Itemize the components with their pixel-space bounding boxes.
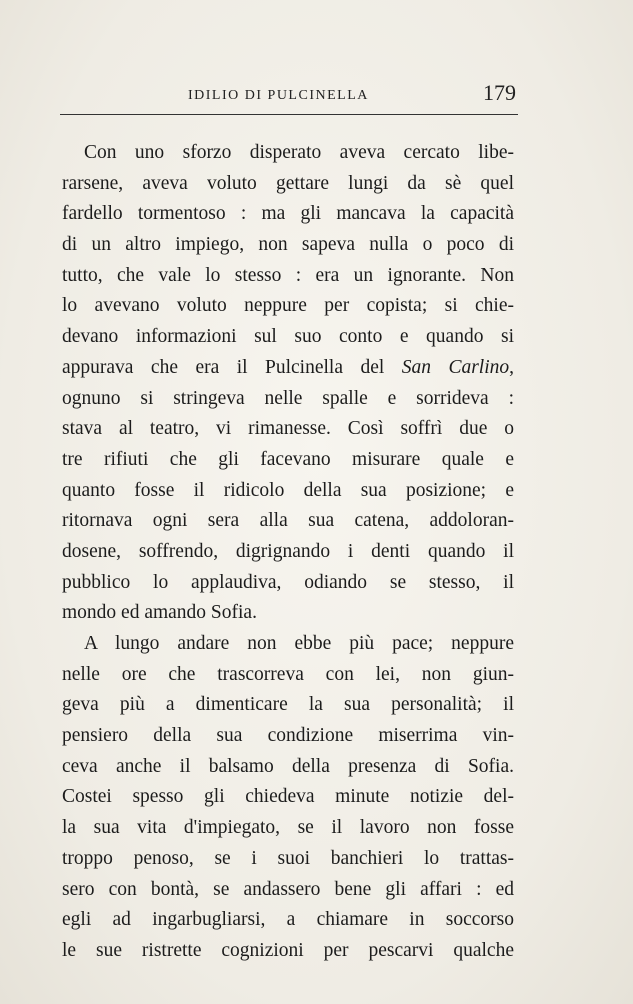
text-line: egli ad ingarbugliarsi, a chiamare in soccorso bbox=[62, 909, 514, 931]
text-line: Con uno sforzo disperato aveva cercato libe- bbox=[84, 142, 514, 163]
text-line-trail: , bbox=[509, 356, 514, 378]
page-number: 179 bbox=[483, 80, 516, 105]
text-line: Costei spesso gli chiedeva minute notizie del- bbox=[62, 786, 514, 808]
text-line: A lungo andare non ebbe più pace; neppure bbox=[84, 633, 514, 654]
text-line: ceva anche il balsamo della presenza di Sofia. bbox=[62, 755, 514, 777]
text-line: sero con bontà, se andassero bene gli affari : ed bbox=[62, 878, 514, 900]
text-line: la sua vita d'impiegato, se il lavoro non fosse bbox=[62, 817, 514, 839]
text-line: quanto fosse il ridicolo della sua posizione; e bbox=[62, 479, 514, 501]
text-line-with-title bbox=[62, 353, 514, 384]
text-line: tre rifiuti che gli facevano misurare quale e bbox=[62, 448, 514, 470]
body-text bbox=[62, 138, 514, 967]
text-line: di un altro impiego, non sapeva nulla o poco di bbox=[62, 234, 514, 256]
text-line: le sue ristrette cognizioni per pescarvi qualche bbox=[62, 939, 514, 961]
text-line: pensiero della sua condizione miserrima vin- bbox=[62, 725, 514, 747]
text-line: mondo ed amando Sofia. bbox=[62, 602, 257, 624]
header-rule bbox=[60, 114, 518, 115]
text-line-lead: appurava che era il Pulcinella del bbox=[62, 356, 402, 378]
theatre-title: San Carlino bbox=[401, 356, 510, 378]
running-title: IDILIO DI PULCINELLA bbox=[188, 88, 369, 103]
text-line: devano informazioni sul suo conto e quando si bbox=[62, 326, 514, 348]
text-line: ognuno si stringeva nelle spalle e sorrideva : bbox=[62, 387, 514, 409]
text-line: ritornava ogni sera alla sua catena, addoloran- bbox=[62, 510, 514, 532]
text-line: pubblico lo applaudiva, odiando se stesso, il bbox=[62, 571, 514, 593]
page-header bbox=[60, 80, 518, 114]
text-line: nelle ore che trascorreva con lei, non giun- bbox=[62, 663, 514, 685]
text-line: dosene, soffrendo, digrignando i denti quando il bbox=[62, 540, 514, 562]
text-line: tutto, che vale lo stesso : era un ignorante. Non bbox=[62, 264, 514, 286]
text-line: rarsene, aveva voluto gettare lungi da sè quel bbox=[62, 172, 514, 194]
text-line: stava al teatro, vi rimanesse. Così soffrì due o bbox=[62, 418, 514, 440]
text-line: geva più a dimenticare la sua personalità; il bbox=[62, 694, 514, 716]
text-line: lo avevano voluto neppure per copista; si chie- bbox=[62, 295, 514, 317]
text-line: fardello tormentoso : ma gli mancava la capacità bbox=[62, 203, 514, 225]
text-line: troppo penoso, se i suoi banchieri lo trattas- bbox=[62, 847, 514, 869]
